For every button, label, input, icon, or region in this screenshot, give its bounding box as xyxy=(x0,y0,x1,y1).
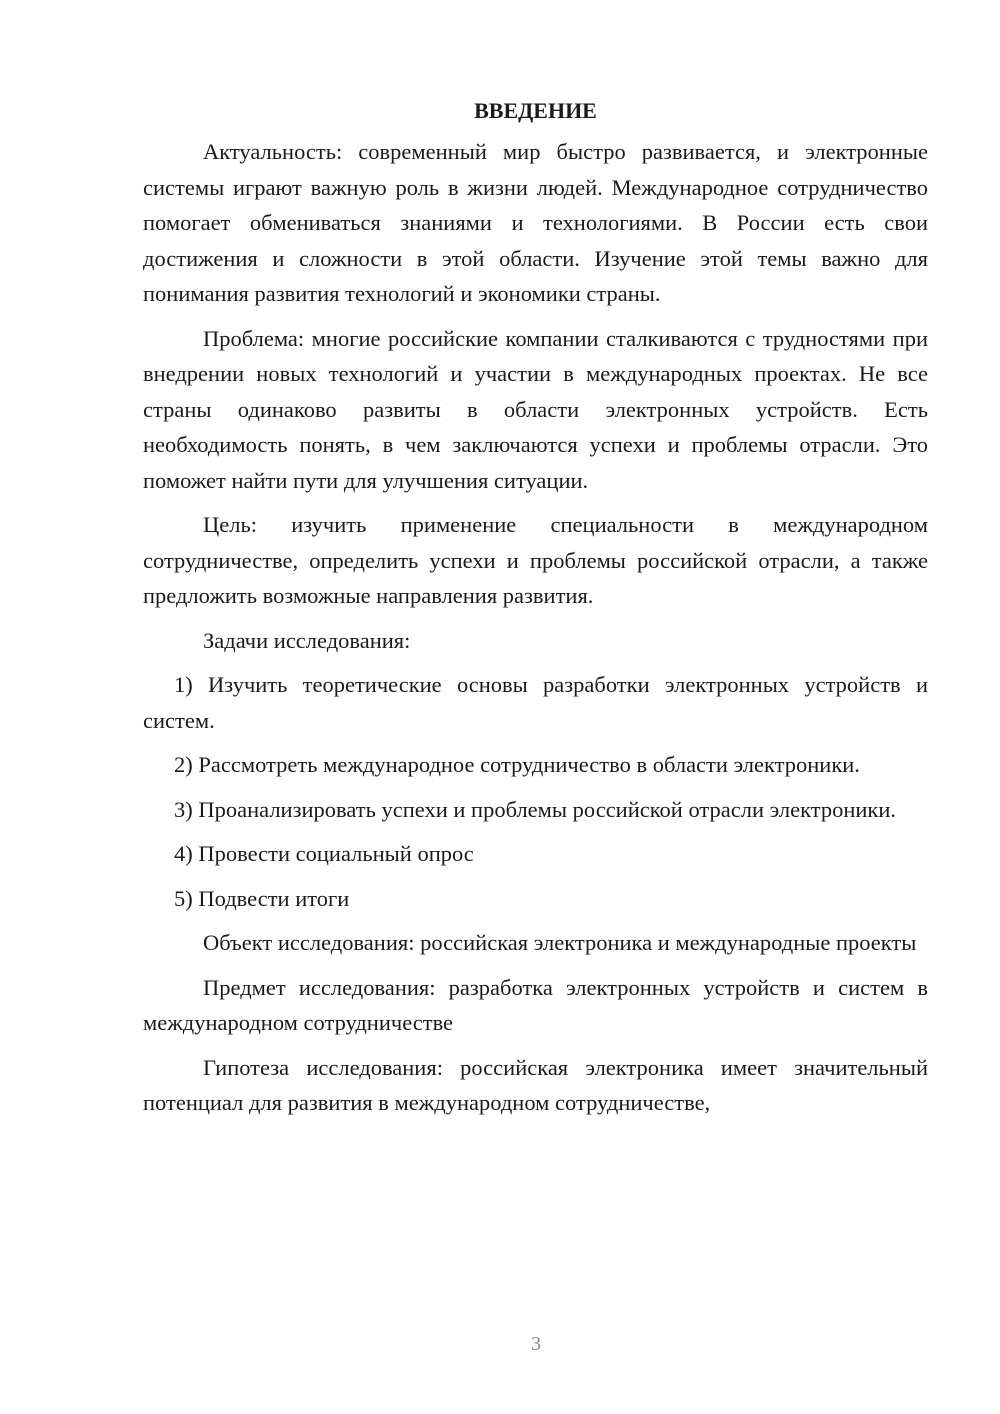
task-item-4: 4) Провести социальный опрос xyxy=(174,841,474,866)
paragraph-relevance: Актуальность: современный мир быстро развивается, и электронные системы играют важную роль в жизни людей. Международное сотрудничество помогает обмениваться знаниями и технологиями. В России есть свои достижения и сложности в этой области. Изучение этой темы важно для понимания развития технологий и экономики страны. xyxy=(143,139,928,306)
paragraph-subject: Предмет исследования: разработка электронных устройств и систем в международном сотрудничестве xyxy=(143,974,928,1035)
paragraph-problem: Проблема: многие российские компании сталкиваются с трудностями при внедрении новых технологий и участии в международных проектах. Не все страны одинаково развиты в области электронных устройств. Есть необходимость понять, в чем заключаются успехи и проблемы отрасли. Это поможет найти пути для улучшения ситуации. xyxy=(143,325,928,493)
document-page xyxy=(143,96,928,1130)
task-item-1: 1) Изучить теоретические основы разработки электронных устройств и систем. xyxy=(143,672,928,733)
task-item-2: 2) Рассмотреть международное сотрудничество в области электроники. xyxy=(174,752,860,777)
task-item-5: 5) Подвести итоги xyxy=(174,885,350,911)
paragraph-goal: Цель: изучить применение специальности в международном сотрудничестве, определить успехи и проблемы российской отрасли, а также предложить возможные направления развития. xyxy=(143,512,928,608)
tasks-heading: Задачи исследования: xyxy=(203,627,411,653)
page-number: 3 xyxy=(531,1333,541,1355)
task-item-3: 3) Проанализировать успехи и проблемы российской отрасли электроники. xyxy=(174,796,897,822)
paragraph-object: Объект исследования: российская электроника и международные проекты xyxy=(203,930,917,955)
paragraph-hypothesis: Гипотеза исследования: российская электроника имеет значительный потенциал для развития в международном сотрудничестве, xyxy=(143,1054,928,1115)
section-title: ВВЕДЕНИЕ xyxy=(474,98,597,123)
